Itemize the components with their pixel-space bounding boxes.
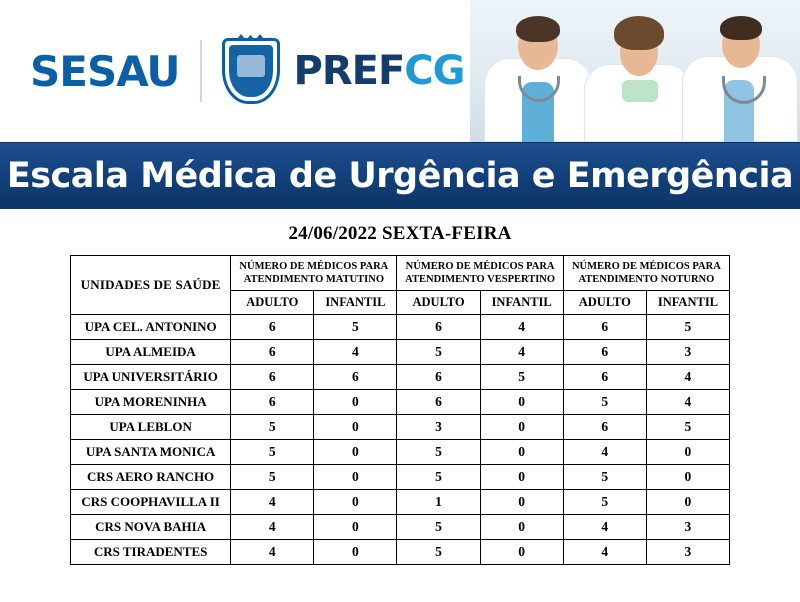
cell-vespertino-infantil: 0 [480, 465, 563, 490]
doctor-right-hair [720, 16, 762, 40]
table-row [71, 365, 730, 390]
column-subheader-matutino-infantil: INFANTIL [314, 291, 397, 315]
cell-matutino-adulto: 6 [231, 340, 314, 365]
column-header-unidades: UNIDADES DE SAÚDE [71, 256, 231, 315]
cell-matutino-infantil: 0 [314, 415, 397, 440]
cell-noturno-adulto: 4 [563, 515, 646, 540]
cell-noturno-adulto: 4 [563, 540, 646, 565]
cell-noturno-infantil: 5 [646, 415, 729, 440]
column-group-matutino: NÚMERO DE MÉDICOS PARA ATENDIMENTO MATUTINO [231, 256, 397, 291]
cell-matutino-infantil: 0 [314, 515, 397, 540]
table-row [71, 540, 730, 565]
cell-vespertino-infantil: 0 [480, 415, 563, 440]
cell-vespertino-adulto: 5 [397, 515, 480, 540]
table-row [71, 440, 730, 465]
cell-unit: UPA SANTA MONICA [71, 440, 231, 465]
prefcg-logo [294, 48, 465, 94]
cell-vespertino-infantil: 0 [480, 540, 563, 565]
cell-vespertino-adulto: 5 [397, 540, 480, 565]
cell-matutino-adulto: 4 [231, 540, 314, 565]
cell-vespertino-adulto: 5 [397, 440, 480, 465]
cell-noturno-infantil: 0 [646, 440, 729, 465]
cell-vespertino-adulto: 6 [397, 390, 480, 415]
cell-noturno-adulto: 5 [563, 465, 646, 490]
cell-vespertino-infantil: 5 [480, 365, 563, 390]
header-logo-group [0, 0, 480, 142]
cell-matutino-adulto: 4 [231, 515, 314, 540]
table-header-row-groups [71, 256, 730, 291]
doctor-center-hair [614, 16, 664, 50]
cell-vespertino-adulto: 6 [397, 315, 480, 340]
cell-noturno-adulto: 4 [563, 440, 646, 465]
page-title: Escala Médica de Urgência e Emergência [6, 156, 794, 196]
date-label: 24/06/2022 SEXTA-FEIRA [288, 223, 512, 244]
doctors-photo [470, 0, 800, 142]
schedule-table-wrap [0, 255, 800, 565]
cell-vespertino-infantil: 4 [480, 340, 563, 365]
cell-matutino-adulto: 6 [231, 390, 314, 415]
cell-vespertino-adulto: 3 [397, 415, 480, 440]
doctor-left-hair [516, 16, 560, 42]
cell-noturno-infantil: 0 [646, 465, 729, 490]
cell-unit: UPA LEBLON [71, 415, 231, 440]
shield-inner [229, 45, 273, 97]
cell-vespertino-infantil: 0 [480, 390, 563, 415]
cell-matutino-infantil: 6 [314, 365, 397, 390]
column-subheader-vespertino-infantil: INFANTIL [480, 291, 563, 315]
cell-noturno-infantil: 4 [646, 365, 729, 390]
coat-of-arms-icon [218, 34, 284, 108]
table-row [71, 490, 730, 515]
table-row [71, 340, 730, 365]
cell-matutino-adulto: 5 [231, 465, 314, 490]
schedule-table [70, 255, 730, 565]
cell-matutino-adulto: 6 [231, 315, 314, 340]
cell-noturno-adulto: 6 [563, 315, 646, 340]
table-row [71, 390, 730, 415]
column-subheader-vespertino-adulto: ADULTO [397, 291, 480, 315]
cell-matutino-infantil: 4 [314, 340, 397, 365]
sesau-logo: SESAU [30, 46, 180, 96]
cell-matutino-infantil: 0 [314, 490, 397, 515]
cell-matutino-adulto: 6 [231, 365, 314, 390]
cell-noturno-infantil: 0 [646, 490, 729, 515]
doctor-center-mask [622, 80, 658, 102]
table-row [71, 465, 730, 490]
page-title-bar [0, 142, 800, 209]
cell-noturno-infantil: 3 [646, 340, 729, 365]
cell-noturno-infantil: 3 [646, 540, 729, 565]
cell-noturno-infantil: 5 [646, 315, 729, 340]
cell-vespertino-adulto: 5 [397, 340, 480, 365]
cell-noturno-adulto: 6 [563, 415, 646, 440]
cell-noturno-infantil: 4 [646, 390, 729, 415]
cell-unit: UPA MORENINHA [71, 390, 231, 415]
column-group-vespertino: NÚMERO DE MÉDICOS PARA ATENDIMENTO VESPERTINO [397, 256, 563, 291]
cell-unit: CRS AERO RANCHO [71, 465, 231, 490]
cell-matutino-infantil: 0 [314, 465, 397, 490]
cell-matutino-adulto: 5 [231, 440, 314, 465]
cell-matutino-adulto: 4 [231, 490, 314, 515]
cell-noturno-adulto: 6 [563, 340, 646, 365]
column-subheader-noturno-infantil: INFANTIL [646, 291, 729, 315]
cell-vespertino-infantil: 0 [480, 515, 563, 540]
cell-noturno-adulto: 5 [563, 490, 646, 515]
page-header [0, 0, 800, 142]
table-row [71, 315, 730, 340]
cell-noturno-adulto: 6 [563, 365, 646, 390]
table-head [71, 256, 730, 315]
prefcg-cg-text: CG [404, 48, 465, 94]
cell-vespertino-infantil: 4 [480, 315, 563, 340]
column-subheader-matutino-adulto: ADULTO [231, 291, 314, 315]
cell-unit: UPA UNIVERSITÁRIO [71, 365, 231, 390]
logo-divider [200, 40, 202, 102]
cell-unit: CRS NOVA BAHIA [71, 515, 231, 540]
cell-matutino-infantil: 0 [314, 540, 397, 565]
column-group-noturno: NÚMERO DE MÉDICOS PARA ATENDIMENTO NOTURNO [563, 256, 729, 291]
cell-vespertino-adulto: 5 [397, 465, 480, 490]
cell-matutino-infantil: 0 [314, 390, 397, 415]
cell-vespertino-adulto: 6 [397, 365, 480, 390]
cell-vespertino-adulto: 1 [397, 490, 480, 515]
cell-noturno-adulto: 5 [563, 390, 646, 415]
cell-matutino-adulto: 5 [231, 415, 314, 440]
table-body [71, 315, 730, 565]
cell-unit: CRS TIRADENTES [71, 540, 231, 565]
table-row [71, 515, 730, 540]
prefcg-pref-text: PREF [293, 48, 405, 94]
table-row [71, 415, 730, 440]
cell-noturno-infantil: 3 [646, 515, 729, 540]
cell-vespertino-infantil: 0 [480, 440, 563, 465]
cell-matutino-infantil: 0 [314, 440, 397, 465]
cell-matutino-infantil: 5 [314, 315, 397, 340]
column-subheader-noturno-adulto: ADULTO [563, 291, 646, 315]
cell-unit: UPA ALMEIDA [71, 340, 231, 365]
doctor-right [678, 0, 800, 142]
cell-unit: UPA CEL. ANTONINO [71, 315, 231, 340]
cell-unit: CRS COOPHAVILLA II [71, 490, 231, 515]
cell-vespertino-infantil: 0 [480, 490, 563, 515]
